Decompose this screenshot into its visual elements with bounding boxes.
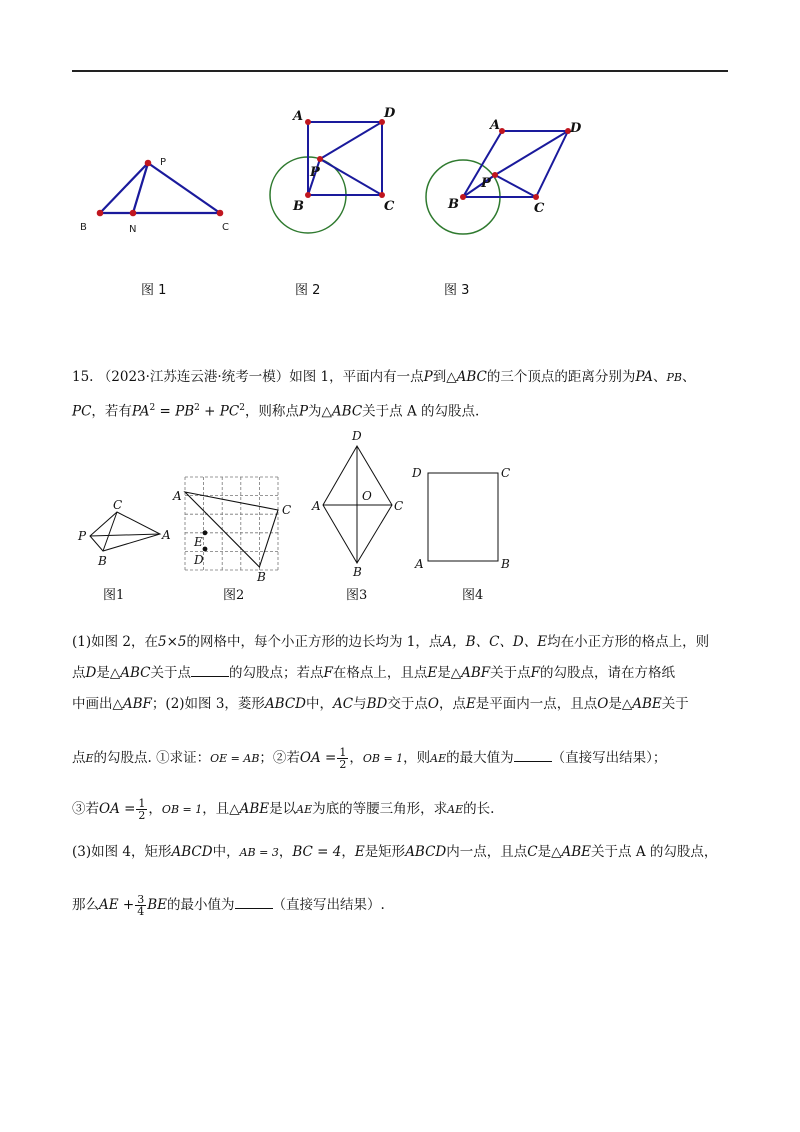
label-a: A [490, 118, 501, 133]
problem-figure-4-caption: 图4 [462, 588, 484, 603]
problem-figure-3 [310, 425, 410, 585]
label-p: P [310, 165, 320, 180]
problem-figure-4 [405, 455, 525, 580]
rectangle-abcd [428, 473, 498, 561]
segment-pc [148, 163, 220, 213]
top-figure-2-caption: 图 2 [295, 283, 321, 298]
segment-pc [320, 159, 382, 195]
label-c: C [501, 466, 511, 480]
label-a: A [293, 109, 304, 124]
segment-pa [90, 534, 160, 536]
label-d: D [194, 553, 204, 567]
label-b: B [501, 557, 510, 571]
problem-figure-2 [170, 470, 300, 585]
label-c: C [394, 499, 404, 513]
point-p [317, 156, 323, 162]
top-figure-1 [80, 150, 250, 240]
label-p: P [481, 176, 491, 191]
problem-figure-1-caption: 图1 [103, 588, 125, 603]
point-e [203, 530, 208, 535]
label-d: D [412, 466, 422, 480]
part3-line-1: (3)如图 4，矩形ABCD中，AB = 3，BC = 4，E是矩形ABCD内一点，且点C是△ABE关于点 A 的勾股点， [72, 844, 718, 860]
fraction-three-quarters: $\frac{3}{4}$ [137, 893, 145, 918]
label-c: C [113, 498, 123, 512]
problem-figure-3-caption: 图3 [346, 588, 368, 603]
label-o: O [362, 489, 372, 503]
label-e: E [194, 535, 203, 549]
point-b [460, 194, 466, 200]
label-p: P [160, 157, 167, 168]
top-figure-3-caption: 图 3 [444, 283, 470, 298]
problem-figure-2-caption: 图2 [223, 588, 245, 603]
label-a: A [162, 528, 171, 542]
label-a: A [312, 499, 321, 513]
top-figure-1-caption: 图 1 [141, 283, 167, 298]
point-c [379, 192, 385, 198]
answer-blank-1[interactable] [191, 664, 229, 677]
part2-line-2: ③若OA = $\frac{1}{2}$ ，OB = 1，且△ABE是以AE为底的等腰三角形，求AE的长. [72, 797, 495, 822]
point-n [130, 210, 137, 217]
answer-blank-2[interactable] [514, 749, 552, 762]
quad-pcab [90, 512, 160, 551]
label-a: A [173, 489, 182, 503]
label-b: B [98, 554, 107, 568]
problem-intro-line-2: PC，若有$PA^2 = PB^2 + PC^2$，则称点P为△ABC关于点 A 的勾股点. [72, 403, 480, 420]
label-b: B [353, 565, 362, 579]
label-p: P [78, 529, 87, 543]
problem-source: （2023·江苏连云港·统考一模） [97, 369, 290, 385]
label-c: C [282, 503, 292, 517]
label-d: D [570, 121, 582, 136]
label-b: B [448, 197, 459, 212]
point-b [305, 192, 311, 198]
label-d: D [352, 429, 362, 443]
answer-blank-3[interactable] [235, 896, 273, 909]
label-d: D [384, 106, 396, 121]
point-c [217, 210, 224, 217]
label-b: B [257, 570, 266, 584]
part1-line-3: 中画出△ABF；(2)如图 3，菱形ABCD中，AC与BD交于点O，点E是平面内一点，且点O是△ABE关于 [72, 696, 689, 712]
problem-intro-line-1: 15. （2023·江苏连云港·统考一模）如图 1，平面内有一点P到△ABC的三个顶点的距离分别为PA、PB、 [72, 369, 696, 385]
label-n: N [129, 224, 137, 235]
label-c: C [534, 201, 545, 216]
part3-line-2: 那么AE + $\frac{3}{4}$ BE的最小值为 （直接写出结果）. [72, 893, 385, 918]
point-c [533, 194, 539, 200]
part1-line-1: (1)如图 2，在5×5的网格中，每个小正方形的边长均为 1，点A，B、C、D、E均在小正方形的格点上，则 [72, 634, 710, 650]
fraction-one-half: $\frac{1}{2}$ [138, 797, 146, 822]
point-b [97, 210, 104, 217]
label-b: B [80, 222, 87, 233]
problem-figure-1 [75, 495, 185, 580]
part2-line-1: 点E的勾股点. ①求证：OE = AB；②若OA = $\frac{1}{2}$ ，OB = 1，则AE的最大值为 （直接写出结果）； [72, 746, 667, 771]
top-figure-3 [430, 110, 600, 250]
header-rule [72, 70, 728, 72]
label-c: C [384, 199, 395, 214]
point-a [305, 119, 311, 125]
problem-number: 15. [72, 369, 94, 385]
part1-line-2: 点D是△ABC关于点 的勾股点；若点F在格点上，且点E是△ABF关于点F的勾股点，请在方格纸 [72, 665, 675, 681]
point-d [203, 547, 208, 552]
label-a: A [415, 557, 424, 571]
point-p [492, 172, 498, 178]
point-p [145, 160, 152, 167]
segment-pd [320, 122, 382, 159]
fraction-one-half: $\frac{1}{2}$ [339, 746, 347, 771]
top-figure-2 [265, 100, 415, 250]
segment-pc [495, 175, 536, 197]
label-c: C [222, 222, 229, 233]
label-b: B [293, 199, 304, 214]
